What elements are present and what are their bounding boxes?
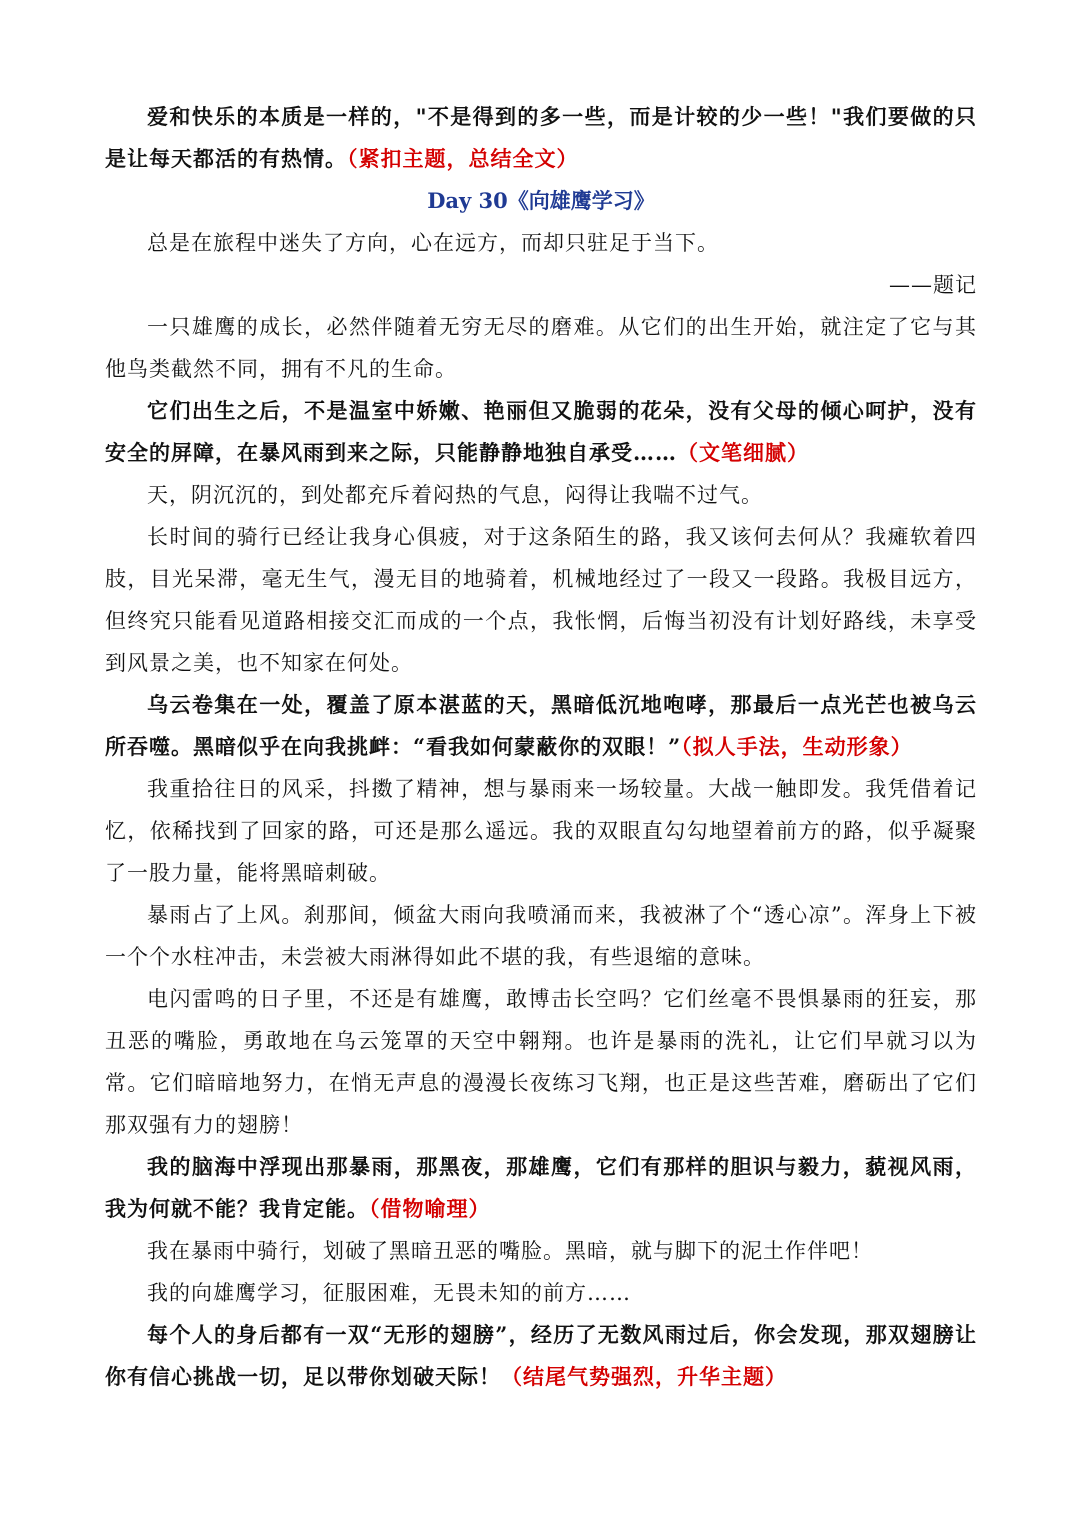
paragraph-4: [105, 474, 977, 516]
paragraph-text: 乌云卷集在一处，覆盖了原本湛蓝的天，黑暗低沉地咆哮，那最后一点光芒也被乌云所吞噬。黑暗似乎在向我挑衅：“看我如何蒙蔽你的双眼！”: [105, 692, 977, 759]
paragraph-text: 我的脑海中浮现出那暴雨，那黑夜，那雄鹰，它们有那样的胆识与毅力，藐视风雨，我为何就不能？我肯定能。: [105, 1154, 977, 1221]
paragraph-text: 它们出生之后，不是温室中娇嫩、艳丽但又脆弱的花朵，没有父母的倾心呵护，没有安全的屏障，在暴风雨到来之际，只能静静地独自承受……: [105, 398, 977, 465]
paragraph-text: 每个人的身后都有一双“无形的翅膀”，经历了无数风雨过后，你会发现，那双翅膀让你有信心挑战一切，足以带你划破天际！: [105, 1322, 977, 1389]
paragraph-9: [105, 978, 977, 1146]
annotation-note: （拟人手法，生动形象）: [681, 734, 913, 759]
paragraph-text: 暴雨占了上风。刹那间，倾盆大雨向我喷涌而来，我被淋了个“透心凉”。浑身上下被一个个水柱冲击，未尝被大雨淋得如此不堪的我，有些退缩的意味。: [105, 903, 977, 969]
annotation-note: （紧扣主题，总结全文）: [347, 146, 579, 171]
annotation-note: （文笔细腻）: [677, 440, 809, 465]
paragraph-11: [105, 1230, 977, 1272]
epigraph: [105, 222, 977, 264]
paragraph-text: 我的向雄鹰学习，征服困难，无畏未知的前方……: [147, 1281, 631, 1305]
paragraph-text: 我重拾往日的风采，抖擞了精神，想与暴雨来一场较量。大战一触即发。我凭借着记忆，依稀找到了回家的路，可还是那么遥远。我的双眼直勾勾地望着前方的路，似乎凝聚了一股力量，能将黑暗刺破。: [105, 777, 977, 885]
paragraph-text: 一只雄鹰的成长，必然伴随着无穷无尽的磨难。从它们的出生开始，就注定了它与其他鸟类截然不同，拥有不凡的生命。: [105, 315, 977, 381]
epigraph-signature: ——题记: [889, 273, 977, 297]
paragraph-0: [105, 96, 977, 180]
paragraph-3: [105, 390, 977, 474]
paragraph-7: [105, 768, 977, 894]
paragraph-2: [105, 306, 977, 390]
paragraph-text: 电闪雷鸣的日子里，不还是有雄鹰，敢博击长空吗？它们丝毫不畏惧暴雨的狂妄，那丑恶的嘴脸，勇敢地在乌云笼罩的天空中翱翔。也许是暴雨的洗礼，让它们早就习以为常。它们暗暗地努力，在悄无声息的漫漫长夜练习飞翔，也正是这些苦难，磨砺出了它们那双强有力的翅膀！: [105, 987, 977, 1137]
annotation-note: （结尾气势强烈，升华主题）: [501, 1364, 787, 1389]
paragraph-text: 天，阴沉沉的，到处都充斥着闷热的气息，闷得让我喘不过气。: [147, 483, 763, 507]
paragraph-10: [105, 1146, 977, 1230]
paragraph-6: [105, 684, 977, 768]
paragraph-text: 长时间的骑行已经让我身心俱疲，对于这条陌生的路，我又该何去何从？我瘫软着四肢，目光呆滞，毫无生气，漫无目的地骑着，机械地经过了一段又一段路。我极目远方，但终究只能看见道路相接交汇而成的一个点，我怅惘，后悔当初没有计划好路线，未享受到风景之美，也不知家在何处。: [105, 525, 977, 675]
essay-title: Day 30《向雄鹰学习》: [427, 188, 655, 213]
paragraph-text: 我在暴雨中骑行，划破了黑暗丑恶的嘴脸。黑暗，就与脚下的泥土作伴吧！: [147, 1239, 873, 1263]
paragraph-text: 爱和快乐的本质是一样的，"不是得到的多一些，而是计较的少一些！"我们要做的只是让每天都活的有热情。: [105, 104, 977, 171]
document-page: [105, 96, 977, 1398]
annotation-note: （借物喻理）: [369, 1196, 491, 1221]
paragraph-13: [105, 1314, 977, 1398]
paragraph-12: [105, 1272, 977, 1314]
paragraph-5: [105, 516, 977, 684]
paragraph-8: [105, 894, 977, 978]
paragraph-text: 总是在旅程中迷失了方向，心在远方，而却只驻足于当下。: [147, 231, 719, 255]
